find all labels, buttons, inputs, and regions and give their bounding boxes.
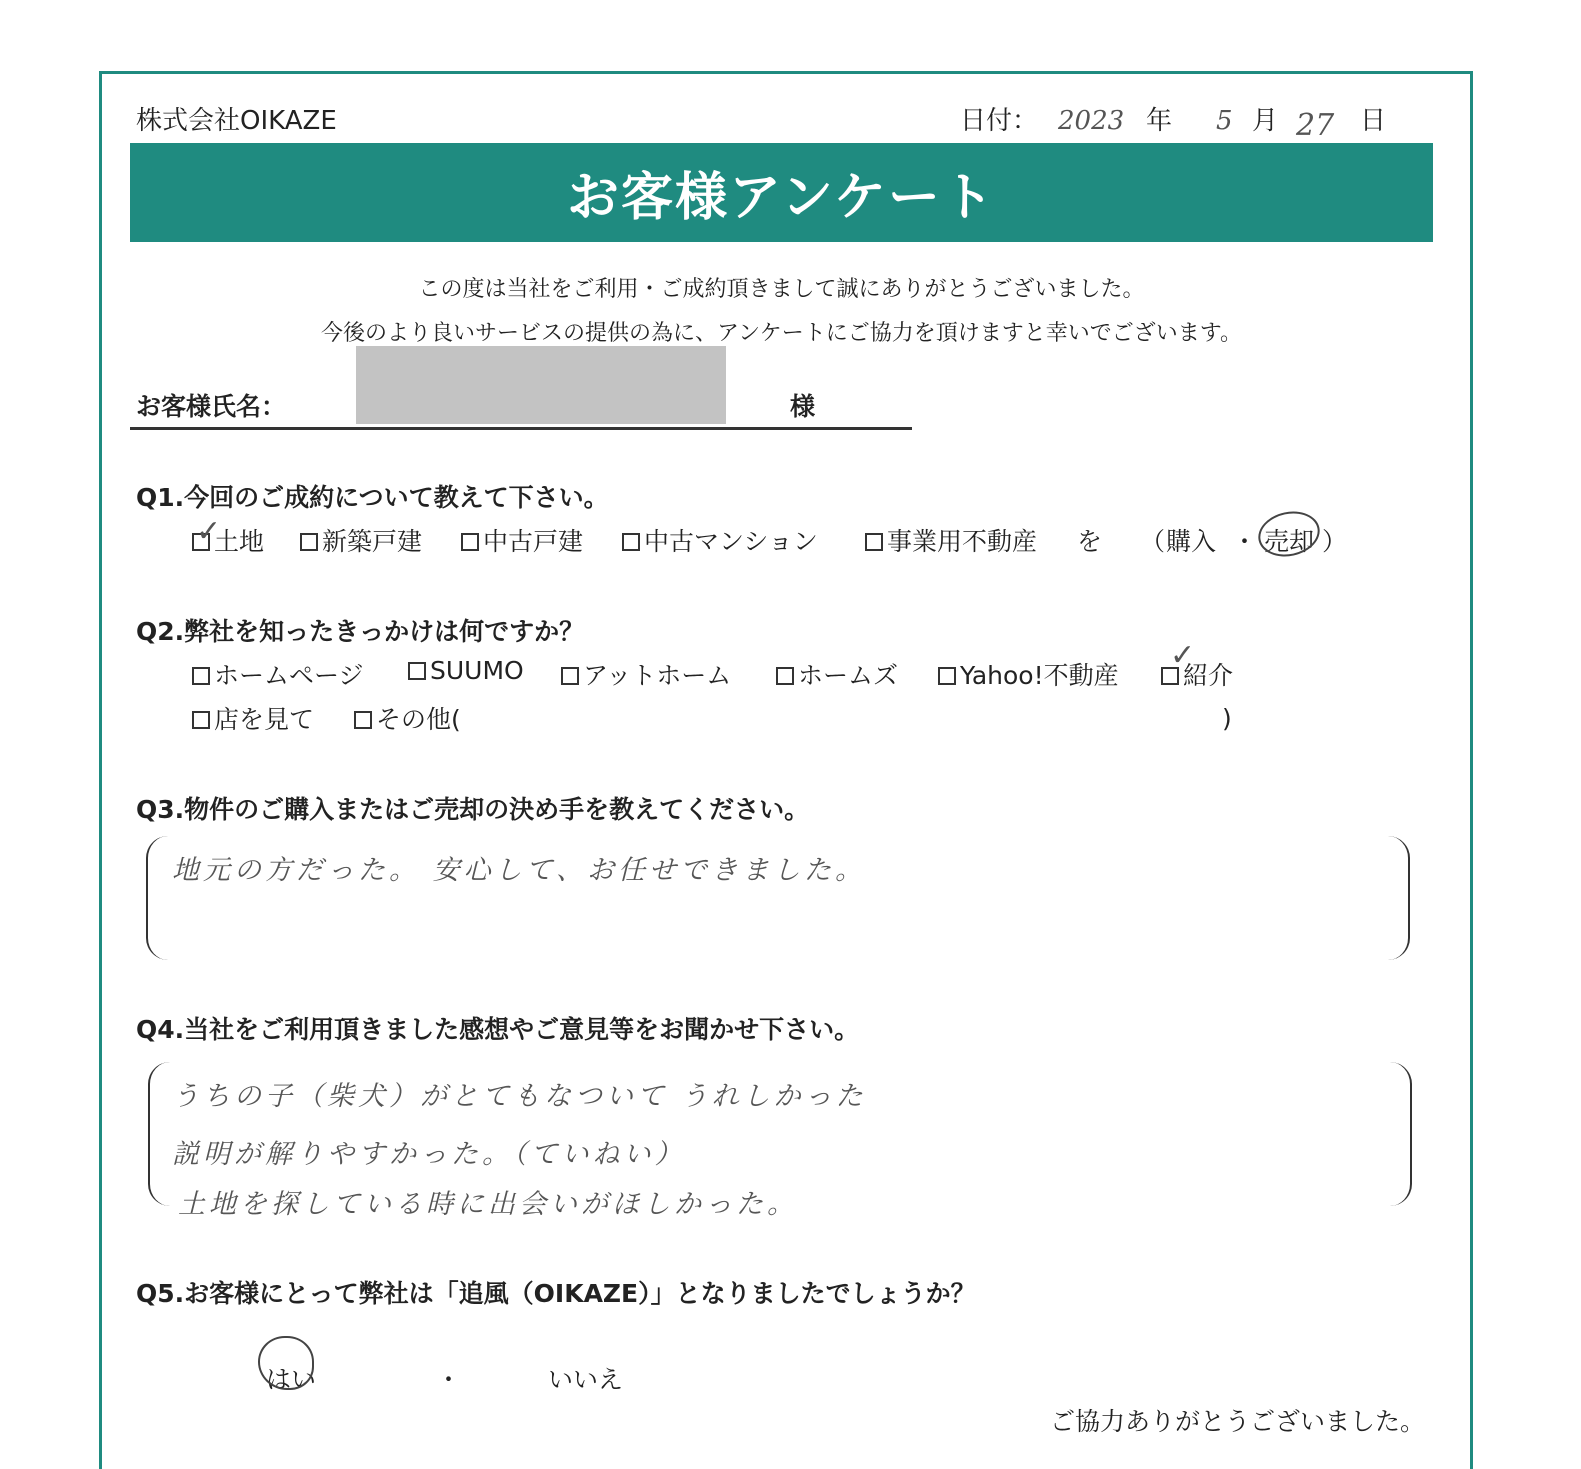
- intro-line-2: 今後のより良いサービスの提供の為に、アンケートにご協力を頂けますと幸いでございます。: [321, 321, 1242, 346]
- customer-name-underline: [130, 427, 912, 430]
- checkbox-icon[interactable]: [192, 667, 210, 685]
- checkmark-icon: ✓: [1170, 638, 1196, 673]
- q2-option-referral[interactable]: 紹介: [1161, 656, 1233, 692]
- q2-option-store[interactable]: 店を見て: [192, 700, 314, 736]
- q2-option-homes[interactable]: ホームズ: [776, 656, 898, 692]
- date-month: 5: [1216, 106, 1233, 136]
- date-label: 日付：: [960, 106, 1039, 136]
- title-banner: [130, 143, 1433, 242]
- checkbox-icon[interactable]: [938, 667, 956, 685]
- q4-question: Q4.当社をご利用頂きました感想やご意見等をお聞かせ下さい。: [136, 1015, 860, 1044]
- q5-question: Q5.お客様にとって弊社は「追風（OIKAZE）」となりましたでしょうか？: [136, 1279, 976, 1308]
- q4-answer-line-1: うちの子（柴犬）がとてもなついて うれしかった: [172, 1081, 867, 1112]
- q1-option-new-house[interactable]: 新築戸建: [300, 522, 422, 558]
- q1-wo: を: [1077, 527, 1103, 556]
- q1-buy[interactable]: 購入: [1166, 527, 1217, 556]
- q3-answer: 地元の方だった。 安心して、お任せできました。: [172, 855, 867, 886]
- checkbox-icon[interactable]: [461, 533, 479, 551]
- q1-option-used-house[interactable]: 中古戸建: [461, 522, 583, 558]
- q1-dot: ・: [1232, 527, 1258, 556]
- checkbox-icon[interactable]: [622, 533, 640, 551]
- customer-name-label: お客様氏名：: [136, 392, 287, 421]
- intro-line-1: この度は当社をご利用・ご成約頂きまして誠にありがとうございました。: [418, 277, 1145, 302]
- company-name: 株式会社OIKAZE: [136, 106, 337, 136]
- q1-option-land[interactable]: 土地: [192, 522, 264, 558]
- q1-option-business[interactable]: 事業用不動産: [865, 522, 1037, 558]
- q5-dot: ・: [436, 1365, 462, 1394]
- q2-option-other[interactable]: その他(: [354, 700, 461, 736]
- q2-option-yahoo[interactable]: Yahoo!不動産: [938, 656, 1119, 692]
- q4-answer-line-3: 土地を探している時に出会いがほしかった。: [178, 1189, 798, 1220]
- footer-thanks: ご協力ありがとうございました。: [1050, 1407, 1426, 1436]
- q5-yes-circle: [258, 1336, 314, 1390]
- page-title: お客様アンケート: [567, 168, 996, 228]
- date-year-unit: 年: [1146, 106, 1173, 136]
- checkbox-icon[interactable]: [776, 667, 794, 685]
- date-day: 27: [1296, 108, 1335, 143]
- date-year: 2023: [1058, 106, 1125, 136]
- q2-option-athome[interactable]: アットホーム: [561, 656, 731, 692]
- q2-option-suumo[interactable]: SUUMO: [408, 656, 524, 685]
- q2-question: Q2.弊社を知ったきっかけは何ですか？: [136, 617, 585, 646]
- q1-option-used-condo[interactable]: 中古マンション: [622, 522, 818, 558]
- date-month-unit: 月: [1252, 106, 1279, 136]
- customer-name-redacted: [356, 346, 726, 424]
- checkmark-icon: ✓: [196, 514, 222, 549]
- q1-sell[interactable]: 売却: [1264, 527, 1315, 556]
- checkbox-icon[interactable]: [192, 711, 210, 729]
- checkbox-icon[interactable]: [408, 662, 426, 680]
- q2-other-close-paren: ): [1222, 704, 1232, 733]
- q4-answer-line-2: 説明が解りやすかった。（ていねい）: [172, 1139, 686, 1170]
- customer-honorific: 様: [790, 392, 816, 421]
- q1-question: Q1.今回のご成約について教えて下さい。: [136, 483, 609, 512]
- q2-option-homepage[interactable]: ホームページ: [192, 656, 364, 692]
- checkbox-icon[interactable]: [300, 533, 318, 551]
- q3-question: Q3.物件のご購入またはご売却の決め手を教えてください。: [136, 795, 810, 824]
- date-day-unit: 日: [1360, 106, 1387, 136]
- checkbox-icon[interactable]: [354, 711, 372, 729]
- q5-yes[interactable]: はい: [266, 1365, 317, 1394]
- checkbox-icon[interactable]: [865, 533, 883, 551]
- q1-paren-open: （: [1140, 527, 1166, 556]
- checkbox-icon[interactable]: [561, 667, 579, 685]
- q1-paren-close: ）: [1322, 527, 1348, 556]
- q5-no[interactable]: いいえ: [548, 1365, 624, 1394]
